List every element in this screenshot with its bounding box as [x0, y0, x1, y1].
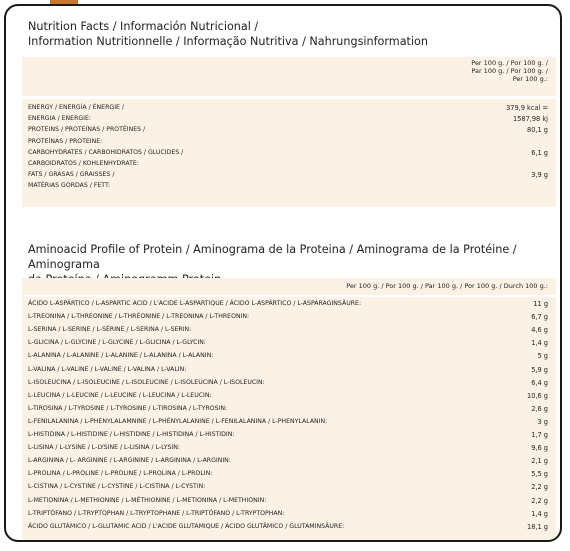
nutrition-header-line-1: Per 100 g. / Por 100 g. /: [471, 59, 548, 67]
row-label: L-GLICINA / L-GLYCINE / L-GLYCINE / L-GLICINA / L-GLYCIN:: [28, 339, 207, 347]
table-row: [28, 366, 548, 377]
nutrition-rows-band: [22, 99, 556, 207]
table-row: [28, 352, 548, 363]
table-row: [28, 392, 548, 403]
nutrition-title-line-2: Information Nutritionnelle / Informação Nutritiva / Nahrungsinformation: [28, 35, 428, 48]
row-label: PROTEÍNAS / PROTEINE:: [28, 137, 103, 145]
row-value: 2,2 g: [531, 496, 548, 505]
table-row: [28, 300, 548, 311]
table-row: [28, 171, 548, 182]
nutrition-header-line-2: Par 100 g. / Por 100 g. /: [471, 67, 548, 75]
row-label: CARBOIDRATOS / KOHLENHYDRATE:: [28, 160, 139, 167]
row-value: 1,4 g: [531, 339, 548, 348]
row-label: L-SERINA / L-SERINE / L-SÉRINE / L-SERINA / L-SERIN:: [28, 326, 192, 334]
aminoacid-header-band: [22, 278, 556, 295]
nutrition-facts-title: [28, 19, 548, 49]
row-label: L-PROLINA / L-PROLINE / L-PROLINE / L-PROLINA / L-PROLIN:: [28, 470, 213, 478]
row-value: 1587,98 kj: [512, 115, 548, 124]
nutrition-header-band: [22, 57, 556, 96]
row-label: L-ISOLEUCINA / L-ISOLEUCINE / L-ISOLEUCINE / L-ISOLEUCINA / L-ISOLEUCIN:: [28, 378, 265, 386]
row-label: L-HISTIDINA / L-HISTIDINE / L-HISTIDINE / L-HISTIDINA / L-HISTIDIN:: [28, 431, 235, 438]
table-row: [28, 418, 548, 429]
row-value: 18,1 g: [527, 522, 548, 531]
row-label: L-CISTINA / L-CYSTINE / L-CYSTINE / L-CISTINA / L-CYSTIN:: [28, 483, 206, 491]
row-label: ENERGY / ENERGÍA / ÉNERGIE /: [28, 104, 124, 111]
aminoacid-title-line-1: Aminoacid Profile of Protein / Aminograma de la Proteina / Aminograma de la Protéine / Aminograma: [28, 243, 517, 271]
row-label: FATS / GRASAS / GRAISSES /: [28, 171, 115, 179]
row-label: ÁCIDO GLUTÁMICO / L-GLUTAMIC ACID / L'ACIDE GLUTAMIQUE / ÁCIDO GLUTÂMICO / GLUTAMINSÄURE:: [28, 522, 345, 530]
row-value: 2,6 g: [531, 404, 548, 413]
table-row: [28, 182, 548, 193]
table-row: [28, 497, 548, 508]
row-value: 5 g: [537, 352, 548, 361]
table-row: [28, 523, 548, 534]
table-row: [28, 379, 548, 390]
row-label: MATÉRIAS GORDAS / FETT:: [28, 182, 111, 190]
row-label: L-ALANINA / L-ALANINE / L-ALANINE / L-ALANINA / L-ALANIN:: [28, 352, 214, 360]
table-row: [28, 313, 548, 324]
table-row: [28, 115, 548, 126]
table-row: [28, 326, 548, 337]
row-label: L-TRIPTÓFANO / L-TRYPTOPHAN / L-TRYPTOPHANE / L-TRIPTÓFANO / L-TRYPTOPHAN:: [28, 509, 285, 517]
table-row: [28, 405, 548, 416]
table-row: [28, 483, 548, 494]
table-row: [28, 104, 548, 115]
table-row: [28, 470, 548, 481]
row-value: 2,1 g: [531, 457, 548, 466]
row-label: CARBOHYDRATES / CARBOHIDRATOS / GLUCIDES /: [28, 148, 184, 156]
table-row: [28, 339, 548, 350]
row-value: 5,5 g: [531, 470, 548, 479]
row-label: L-METIONINA / L-METHIONINE / L-MÉTHIONINE / L-METIONINA / L-METHIONIN:: [28, 496, 267, 504]
row-label: L-FENILALANINA / L-PHENYLALAMNINE / L-PHÉNYLALANINE / L-FENILALANINA / L-PHENYLALANIN:: [28, 417, 328, 425]
table-row: [28, 149, 548, 160]
row-label: ÁCIDO L-ASPÁRTICO / L-ASPARTIC ACID / L'ACIDE L-ASPARTIQUE / ÁCIDO L-ASPÁRTICO / L-ASPARAGINSÄURE:: [28, 300, 362, 307]
nutrition-header-line-3: Per 100 g.:: [512, 75, 548, 83]
row-label: L-TREONINA / L-THREONINE / L-THRÉONINE / L-TREONINA / L-THREONIN:: [28, 313, 250, 321]
aminoacid-rows-band: [22, 297, 556, 542]
row-value: 2,2 g: [531, 483, 548, 492]
row-value: 9,6 g: [531, 444, 548, 453]
row-value: 6,1 g: [531, 148, 548, 157]
row-label: L-TIROSINA / L-TYROSINE / L-TYROSINE / L-TIROSINA / L-TYROSIN:: [28, 404, 228, 412]
row-label: PROTEINS / PROTEÍNAS / PROTÉINES /: [28, 126, 146, 134]
row-value: 1,7 g: [531, 431, 548, 439]
row-value: 3 g: [537, 417, 548, 426]
row-value: 10,6 g: [527, 391, 548, 400]
row-value: 11 g: [533, 300, 548, 308]
row-label: L-LEUCINA / L-LEUCINE / L-LEUCINE / L-LEUCINA / L-LEUCIN:: [28, 391, 212, 399]
row-value: 5,9 g: [531, 365, 548, 374]
row-value: 4,6 g: [531, 326, 548, 335]
row-value: 6,7 g: [531, 313, 548, 322]
row-label: L-LISINA / L-LYSINE / L-LYSINE / L-LISINA / L-LYSIN:: [28, 444, 180, 452]
table-row: [28, 444, 548, 455]
nutrition-column-header: [428, 59, 548, 83]
row-label: L-VALINA / L-VALINE / L-VALINE / L-VALINA / L-VALIN:: [28, 365, 187, 373]
row-value: 1,4 g: [531, 509, 548, 518]
row-value: 6,4 g: [531, 378, 548, 387]
table-row: [28, 160, 548, 171]
nutrition-label-panel: [4, 4, 562, 542]
table-row: [28, 126, 548, 137]
table-row: [28, 457, 548, 468]
row-value: 379,9 kcal =: [506, 104, 548, 112]
table-row: [28, 138, 548, 149]
row-value: 3,9 g: [531, 171, 548, 180]
row-label: ENERGIA / ENERGIE:: [28, 115, 91, 123]
nutrition-title-line-1: Nutrition Facts / Información Nutricional /: [28, 20, 259, 33]
table-row: [28, 431, 548, 442]
row-label: L-ARGININA / L- ARGININE / L-ARGININE / L-ARGININA / L-ARGININ:: [28, 457, 231, 465]
row-value: 80,1 g: [527, 126, 548, 135]
aminoacid-column-header: Per 100 g. / Por 100 g. / Par 100 g. / Por 100 g. / Durch 100 g.:: [346, 282, 548, 290]
table-row: [28, 510, 548, 521]
